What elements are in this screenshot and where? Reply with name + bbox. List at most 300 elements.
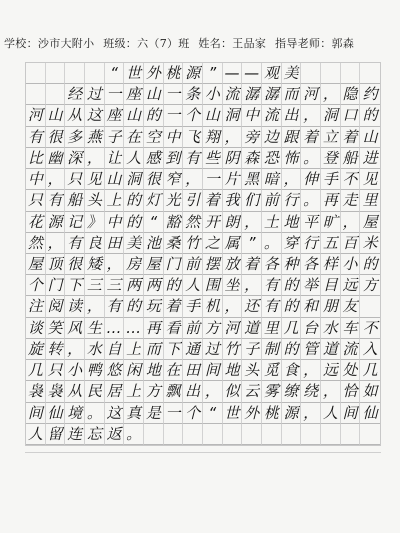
grid-cell: 。 <box>301 148 321 169</box>
grid-cell: 感 <box>144 148 164 169</box>
grid-cell: 门 <box>164 254 184 275</box>
grid-cell: 一 <box>164 105 184 126</box>
grid-cell: 再 <box>321 190 341 211</box>
grid-cell <box>46 63 66 84</box>
grid-cell: 河 <box>223 318 243 339</box>
grid-cell: ， <box>65 339 85 360</box>
grid-cell: 屋 <box>360 212 380 233</box>
grid-cell: 下 <box>65 275 85 296</box>
grid-cell: 的 <box>124 296 144 317</box>
grid-cell <box>360 63 380 84</box>
grid-cell: — <box>223 63 243 84</box>
grid-cell: 很 <box>46 127 66 148</box>
grid-cell: 比 <box>26 148 46 169</box>
grid-cell: 房 <box>124 254 144 275</box>
grid-cell: 着 <box>341 127 361 148</box>
grid-cell: 有 <box>65 233 85 254</box>
grid-cell: 小 <box>203 84 223 105</box>
grid-cell: 食 <box>282 360 302 381</box>
grid-cell: 人 <box>26 424 46 445</box>
grid-cell: 燕 <box>85 127 105 148</box>
grid-cell: 山 <box>144 84 164 105</box>
grid-cell: 进 <box>360 148 380 169</box>
grid-cell: 源 <box>282 403 302 424</box>
grid-cell: ” <box>203 63 223 84</box>
grid-cell: 笑 <box>46 318 66 339</box>
grid-cell: 人 <box>183 275 203 296</box>
grid-cell: 流 <box>341 339 361 360</box>
grid-cell: 围 <box>203 275 223 296</box>
grid-cell: 友 <box>341 296 361 317</box>
grid-cell <box>262 424 282 445</box>
grid-cell: ， <box>183 169 203 190</box>
grid-cell: 三 <box>105 275 125 296</box>
grid-cell: 。 <box>301 190 321 211</box>
grid-cell: 种 <box>282 254 302 275</box>
grid-cell: 看 <box>164 318 184 339</box>
grid-cell: 世 <box>124 63 144 84</box>
grid-cell: 只 <box>65 169 85 190</box>
grid-cell: 两 <box>124 275 144 296</box>
grid-cell: 窄 <box>164 169 184 190</box>
grid-cell <box>223 424 243 445</box>
grid-cell: 条 <box>183 84 203 105</box>
school-label: 学校：沙市大附小 <box>4 37 95 50</box>
grid-cell: 山 <box>105 169 125 190</box>
grid-cell: 世 <box>223 403 243 424</box>
grid-cell: 上 <box>105 190 125 211</box>
grid-cell <box>183 424 203 445</box>
grid-cell: 的 <box>124 212 144 233</box>
grid-cell: 境 <box>65 403 85 424</box>
grid-cell: 桑 <box>164 233 184 254</box>
grid-cell: 穿 <box>282 233 302 254</box>
grid-cell: 有 <box>26 127 46 148</box>
grid-cell: 桃 <box>164 63 184 84</box>
grid-cell: 然 <box>26 233 46 254</box>
grid-cell: 美 <box>282 63 302 84</box>
writing-grid <box>25 62 381 446</box>
grid-cell: 地 <box>223 360 243 381</box>
grid-cell: … <box>105 318 125 339</box>
grid-cell: 一 <box>164 84 184 105</box>
grid-cell: 屋 <box>144 254 164 275</box>
grid-cell <box>360 424 380 445</box>
grid-cell: 山 <box>124 105 144 126</box>
grid-cell: 平 <box>301 212 321 233</box>
grid-cell <box>26 63 46 84</box>
grid-cell: 还 <box>242 296 262 317</box>
grid-cell: 田 <box>105 233 125 254</box>
grid-cell: 前 <box>183 254 203 275</box>
grid-cell: 边 <box>262 127 282 148</box>
grid-cell: 似 <box>223 381 243 402</box>
grid-cell <box>65 63 85 84</box>
grid-cell: 屋 <box>26 254 46 275</box>
grid-cell: 机 <box>203 296 223 317</box>
grid-cell: 些 <box>203 148 223 169</box>
grid-cell: 车 <box>341 318 361 339</box>
grid-cell: 旋 <box>26 339 46 360</box>
grid-cell: 外 <box>242 403 262 424</box>
grid-cell: 间 <box>341 403 361 424</box>
grid-cell: 森 <box>242 148 262 169</box>
grid-cell: 怖 <box>282 148 302 169</box>
grid-cell: 闲 <box>124 360 144 381</box>
grid-cell: 方 <box>144 381 164 402</box>
grid-cell: 水 <box>85 339 105 360</box>
grid-cell: 人 <box>124 148 144 169</box>
grid-cell: — <box>242 63 262 84</box>
grid-cell: ， <box>282 169 302 190</box>
grid-cell: 风 <box>65 318 85 339</box>
grid-cell: 旷 <box>321 212 341 233</box>
grid-cell: 仙 <box>46 403 66 424</box>
grid-cell: 见 <box>85 169 105 190</box>
grid-cell <box>85 63 105 84</box>
grid-cell: 恰 <box>341 381 361 402</box>
grid-cell: ， <box>301 360 321 381</box>
grid-cell: 着 <box>203 190 223 211</box>
grid-cell: 再 <box>144 318 164 339</box>
grid-cell: 洞 <box>124 169 144 190</box>
grid-cell: 间 <box>26 403 46 424</box>
grid-cell: 中 <box>164 127 184 148</box>
grid-cell: 潺 <box>262 84 282 105</box>
grid-cell: 远 <box>341 275 361 296</box>
grid-cell: 一 <box>203 169 223 190</box>
grid-cell: 的 <box>124 190 144 211</box>
grid-cell: “ <box>144 212 164 233</box>
grid-cell <box>360 296 380 317</box>
grid-cell: 道 <box>321 339 341 360</box>
grid-cell: 口 <box>341 105 361 126</box>
grid-cell: 源 <box>183 63 203 84</box>
grid-cell: 而 <box>282 84 302 105</box>
grid-cell: 手 <box>183 296 203 317</box>
grid-cell: 记 <box>65 212 85 233</box>
grid-cell: 流 <box>223 84 243 105</box>
grid-cell: 在 <box>164 360 184 381</box>
grid-cell: 的 <box>282 275 302 296</box>
grid-cell: 阅 <box>46 296 66 317</box>
grid-cell: 矮 <box>85 254 105 275</box>
grid-cell: 摆 <box>203 254 223 275</box>
grid-cell: ， <box>223 296 243 317</box>
grid-cell <box>282 424 302 445</box>
grid-cell: 鸭 <box>85 360 105 381</box>
grid-cell <box>301 63 321 84</box>
grid-cell: 居 <box>105 381 125 402</box>
grid-cell <box>341 63 361 84</box>
grid-cell: 处 <box>341 360 361 381</box>
teacher-label: 指导老师：郭森 <box>275 37 355 50</box>
student-info-header <box>4 36 396 52</box>
grid-cell: 个 <box>183 403 203 424</box>
grid-cell: 中 <box>105 212 125 233</box>
grid-cell: 。 <box>262 233 282 254</box>
grid-cell: 洞 <box>321 105 341 126</box>
grid-cell: 觅 <box>262 360 282 381</box>
grid-cell: 各 <box>301 254 321 275</box>
grid-cell: 走 <box>341 190 361 211</box>
grid-cell: 前 <box>183 318 203 339</box>
grid-cell: 恐 <box>262 148 282 169</box>
grid-cell: ， <box>242 212 262 233</box>
grid-cell: 过 <box>85 84 105 105</box>
grid-cell: 人 <box>321 403 341 424</box>
grid-cell: 这 <box>85 105 105 126</box>
grid-cell: 跟 <box>282 127 302 148</box>
grid-cell: “ <box>203 403 223 424</box>
grid-cell: 门 <box>46 275 66 296</box>
grid-cell: “ <box>105 63 125 84</box>
grid-cell: 竹 <box>183 233 203 254</box>
grid-cell: 翔 <box>203 127 223 148</box>
grid-cell: 隐 <box>341 84 361 105</box>
grid-cell: 多 <box>65 127 85 148</box>
grid-cell: 河 <box>26 105 46 126</box>
grid-cell: 两 <box>144 275 164 296</box>
grid-cell: 到 <box>164 148 184 169</box>
grid-cell: 一 <box>164 403 184 424</box>
grid-cell: 飞 <box>183 127 203 148</box>
grid-cell: 引 <box>183 190 203 211</box>
grid-cell: 不 <box>341 169 361 190</box>
bottom-margin-line <box>25 452 381 453</box>
grid-cell: ， <box>242 275 262 296</box>
grid-cell: 过 <box>203 339 223 360</box>
grid-cell <box>242 424 262 445</box>
grid-cell: ， <box>203 381 223 402</box>
grid-cell: 自 <box>105 339 125 360</box>
grid-cell: 通 <box>183 339 203 360</box>
grid-cell: 在 <box>124 127 144 148</box>
grid-cell: ， <box>301 105 321 126</box>
grid-cell: 生 <box>85 318 105 339</box>
grid-cell: 留 <box>46 424 66 445</box>
grid-cell: ， <box>105 254 125 275</box>
student-name-label: 姓名：王品家 <box>198 37 267 50</box>
grid-cell: 袅 <box>26 381 46 402</box>
grid-cell: 地 <box>282 212 302 233</box>
grid-cell <box>203 424 223 445</box>
grid-cell: 着 <box>164 296 184 317</box>
grid-cell: 良 <box>85 233 105 254</box>
grid-cell: 袅 <box>46 381 66 402</box>
grid-cell: 的 <box>282 339 302 360</box>
grid-cell: 。 <box>85 403 105 424</box>
grid-cell: 玩 <box>144 296 164 317</box>
grid-cell: 间 <box>203 360 223 381</box>
grid-cell: 缭 <box>282 381 302 402</box>
grid-cell: 幽 <box>46 148 66 169</box>
grid-cell: 很 <box>65 254 85 275</box>
grid-cell: 光 <box>164 190 184 211</box>
grid-cell: 仙 <box>360 403 380 424</box>
grid-cell: 很 <box>144 169 164 190</box>
grid-cell: 从 <box>65 105 85 126</box>
grid-cell: 方 <box>203 318 223 339</box>
grid-cell: 行 <box>282 190 302 211</box>
grid-cell: 而 <box>144 339 164 360</box>
grid-cell: 朗 <box>223 212 243 233</box>
grid-cell: 绕 <box>301 381 321 402</box>
grid-cell <box>144 424 164 445</box>
grid-cell: 有 <box>46 190 66 211</box>
grid-cell: 如 <box>360 381 380 402</box>
grid-cell: 的 <box>144 105 164 126</box>
grid-cell: 黑 <box>242 169 262 190</box>
grid-cell: 山 <box>360 127 380 148</box>
grid-cell: 田 <box>183 360 203 381</box>
grid-cell: 潺 <box>242 84 262 105</box>
grid-cell: ， <box>321 381 341 402</box>
grid-cell: 顶 <box>46 254 66 275</box>
grid-cell: 和 <box>301 296 321 317</box>
grid-cell: ， <box>85 148 105 169</box>
grid-cell: 民 <box>85 381 105 402</box>
grid-cell: 返 <box>105 424 125 445</box>
grid-cell: 目 <box>321 275 341 296</box>
grid-cell: 转 <box>46 339 66 360</box>
grid-cell: … <box>124 318 144 339</box>
grid-cell: ， <box>321 84 341 105</box>
grid-cell <box>26 84 46 105</box>
grid-cell: 连 <box>65 424 85 445</box>
grid-cell: 小 <box>341 254 361 275</box>
grid-cell: 经 <box>65 84 85 105</box>
grid-cell: 头 <box>85 190 105 211</box>
grid-cell: 座 <box>124 84 144 105</box>
grid-cell: 花 <box>26 212 46 233</box>
grid-cell: 一 <box>105 84 125 105</box>
grid-cell: 远 <box>321 360 341 381</box>
class-label: 班级：六（7）班 <box>103 37 190 50</box>
grid-cell: ， <box>301 403 321 424</box>
grid-cell: 三 <box>85 275 105 296</box>
grid-cell: 。 <box>124 424 144 445</box>
grid-cell: 几 <box>360 360 380 381</box>
grid-cell: 谈 <box>26 318 46 339</box>
grid-cell: 》 <box>85 212 105 233</box>
grid-cell: 出 <box>183 381 203 402</box>
grid-cell: 池 <box>144 233 164 254</box>
grid-cell: 旁 <box>242 127 262 148</box>
grid-cell: 放 <box>223 254 243 275</box>
grid-cell: 管 <box>301 339 321 360</box>
grid-cell: 然 <box>183 212 203 233</box>
grid-cell: 注 <box>26 296 46 317</box>
grid-cell: 开 <box>203 212 223 233</box>
grid-cell: 桃 <box>262 403 282 424</box>
grid-cell: 的 <box>164 275 184 296</box>
grid-cell: 是 <box>144 403 164 424</box>
grid-cell: 真 <box>124 403 144 424</box>
grid-cell: 读 <box>65 296 85 317</box>
grid-cell: 阴 <box>223 148 243 169</box>
grid-cell: 着 <box>242 254 262 275</box>
grid-cell: ， <box>46 233 66 254</box>
grid-cell: 举 <box>301 275 321 296</box>
grid-cell: 制 <box>262 339 282 360</box>
grid-cell: 里 <box>262 318 282 339</box>
grid-cell: 船 <box>341 148 361 169</box>
grid-cell: 个 <box>26 275 46 296</box>
grid-cell: 样 <box>321 254 341 275</box>
grid-cell: 忘 <box>85 424 105 445</box>
grid-cell: 几 <box>26 360 46 381</box>
grid-cell: 台 <box>301 318 321 339</box>
grid-cell: 的 <box>360 105 380 126</box>
grid-cell: 道 <box>242 318 262 339</box>
grid-cell: 头 <box>242 360 262 381</box>
grid-cell: 河 <box>301 84 321 105</box>
grid-cell: 美 <box>124 233 144 254</box>
grid-cell: 里 <box>360 190 380 211</box>
grid-cell: 山 <box>46 105 66 126</box>
grid-cell: 约 <box>360 84 380 105</box>
grid-cell: 让 <box>105 148 125 169</box>
grid-cell: 雾 <box>262 381 282 402</box>
grid-cell: 立 <box>321 127 341 148</box>
grid-cell: 深 <box>65 148 85 169</box>
grid-cell <box>321 63 341 84</box>
grid-cell <box>46 84 66 105</box>
grid-cell: ” <box>242 233 262 254</box>
grid-cell: 灯 <box>144 190 164 211</box>
grid-cell: 方 <box>360 275 380 296</box>
grid-cell: 着 <box>301 127 321 148</box>
grid-cell: 中 <box>242 105 262 126</box>
grid-cell: 飘 <box>164 381 184 402</box>
grid-cell: 只 <box>26 190 46 211</box>
grid-cell: 各 <box>262 254 282 275</box>
grid-cell: 流 <box>262 105 282 126</box>
grid-cell: 朋 <box>321 296 341 317</box>
grid-cell <box>164 424 184 445</box>
grid-cell: 上 <box>124 381 144 402</box>
grid-cell: 云 <box>242 381 262 402</box>
grid-cell <box>341 424 361 445</box>
grid-cell: 地 <box>144 360 164 381</box>
grid-cell: 上 <box>124 339 144 360</box>
grid-cell: 豁 <box>164 212 184 233</box>
grid-cell: 属 <box>223 233 243 254</box>
grid-cell: 的 <box>282 296 302 317</box>
grid-cell: 只 <box>46 360 66 381</box>
grid-cell: 伸 <box>301 169 321 190</box>
grid-cell: 观 <box>262 63 282 84</box>
grid-cell: 山 <box>203 105 223 126</box>
grid-cell: 从 <box>65 381 85 402</box>
grid-cell: 见 <box>360 169 380 190</box>
grid-cell: ， <box>85 296 105 317</box>
grid-cell: 米 <box>360 233 380 254</box>
grid-cell: 下 <box>164 339 184 360</box>
grid-cell: 暗 <box>262 169 282 190</box>
grid-cell: 中 <box>26 169 46 190</box>
grid-cell: 船 <box>65 190 85 211</box>
grid-cell: 个 <box>183 105 203 126</box>
grid-cell: 有 <box>262 275 282 296</box>
grid-cell: 竹 <box>223 339 243 360</box>
grid-cell: 行 <box>301 233 321 254</box>
grid-cell: ， <box>46 169 66 190</box>
grid-cell <box>301 424 321 445</box>
grid-cell: 悠 <box>105 360 125 381</box>
grid-cell: 空 <box>144 127 164 148</box>
